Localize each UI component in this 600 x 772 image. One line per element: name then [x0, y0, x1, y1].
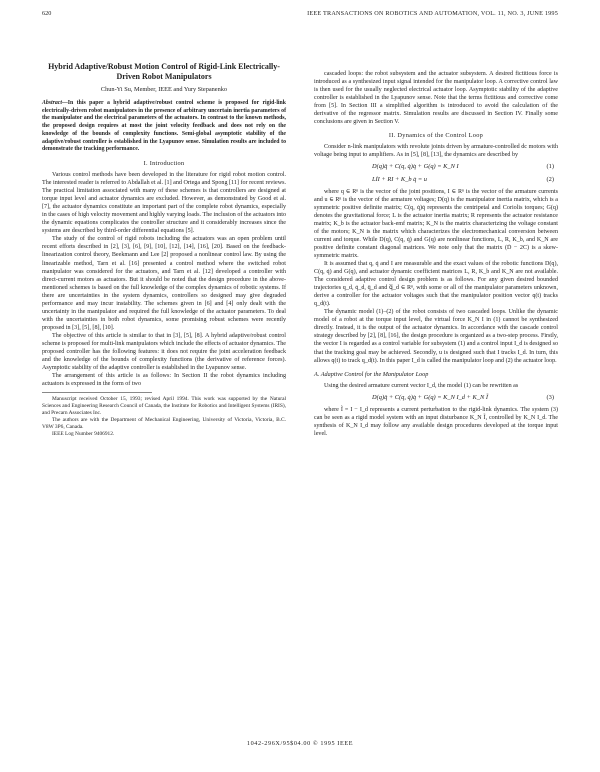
adaptive-paragraph-1: Using the desired armature current vector I_d, the model (1) can be rewritten as — [324, 382, 519, 389]
dynamics-paragraph-1: Consider n-link manipulators with revolute joints driven by armature-controlled dc motors with voltage being input to amplifiers. As in [5], [8], [13], the dynamics are described by — [314, 144, 558, 159]
dynamics-paragraph-2: where q ∈ Rⁿ is the vector of the joint positions, I ∈ Rⁿ is the vector of the armature currents and u ∈ Rⁿ is the vector of the armature voltages; D(q) is the manipulator inertia matrix, which is a symmetric positive definite matrix; C(q, q̇)q̇ represents the centripetal and Coriolis torques; G(q) denotes the gravitational force; L is the actuator inertia matrix; R represents the actuator resistance matrix; K_b is the actuator back-emf matrix; K_N is the matrix characterizing the voltage constant of the motors; K_N is the matrix which characterizes the electromechanical conversion between current and torque. While D(q), C(q, q̇) and G(q) are nonlinear functions, L, R, K_b, and K_N are positive definite constant diagonal matrices. We note only that the matrix (Ḋ − 2C) is a skew-symmetric matrix. — [314, 188, 558, 259]
section-heading-introduction: I. Introduction — [143, 159, 185, 167]
page-number: 620 — [42, 10, 52, 17]
footnote-received: Manuscript received October 15, 1993; revised April 1994. This work was supported by the Natural Sciences and Engineering Research Council of Canada, the Institute for Robotics and Intelligent Systems (IRIS), and Precarn Associates Inc. — [42, 396, 286, 417]
equation-3 — [314, 394, 558, 402]
intro-paragraph-2: The study of the control of rigid robots including the actuators was an open problem until recent efforts described in [2], [3], [6], [9], [10], [12], [14], [16], [20]. Based on the feedback-linearization control theory, Beekmann and Lee [2] proposed a nonlinear control law. By using the linearizable method, Tarn et al. [16] presented a control method where the switched robot manipulator was considered for the actuators, and Tarn et al. [12] developed a controller with direct-current motors as actuators. But it should be noted that the design procedure in the above-mentioned schemes is based on the full knowledge of the complex dynamics of robotic systems. If there are uncertainties in the system dynamics, controllers so designed may give degraded performance and may incur instability. The schemes given in [6] and [4] only dealt with the uncertainty in the manipulator and required the full knowledge of the actuator parameters. To deal with the uncertainties in both robot dynamics, some promising robust schemes were recently proposed in [3], [5], [8], [10]. — [42, 236, 286, 331]
intro-paragraph-1: Various control methods have been developed in the literature for rigid robot motion control. The interested reader is referred to Abdallah et al. [1] and Ortega and Spong [11] for recent reviews. The practical limitation associated with many of these schemes is that controllers are designed at torque input level and actuator dynamics are excluded. However, as demonstrated by Good et al. [7], the actuator dynamics constitute an important part of the complete robot dynamics, especially in the cases of high velocity movement and highly varying loads. The inclusion of the actuators into the dynamic equations complicates the controller structure and it considerably increases since the systems are described by third-order differential equations [5]. — [42, 172, 286, 235]
equation-2 — [314, 176, 558, 184]
paper-authors: Chun-Yi Su, Member, IEEE and Yury Stepanenko — [100, 86, 228, 93]
footnote-ieee-log: IEEE Log Number 9406912. — [52, 431, 115, 438]
right-column — [314, 70, 558, 438]
intro-paragraph-3: The objective of this article is similar to that in [3], [5], [8]. A hybrid adaptive/robust control scheme is proposed for multi-link manipulators which include the effects of actuator dynamics. The proposed controller has the following features: it does not require the joint acceleration feedback and the knowledge of the bounds of complexity functions (the derivative of reference forces). Asymptotic stability of the adaptive controller is established in the Lyapunov sense. — [42, 332, 286, 372]
paper-title: Hybrid Adaptive/Robust Motion Control of Rigid-Link Electrically-Driven Robot Manipulators — [48, 62, 280, 81]
abstract-text: In this paper a hybrid adaptive/robust control scheme is proposed for rigid-link electrically-driven robot manipulators in the presence of arbitrary uncertain inertia parameters of the manipulator and the electrical parameters of the actuators. In contrast to the known methods, the proposed design requires at most the joint velocity feedback and does not rely on the knowledge of the bounds of complexity functions. Semi-global asymptotic stability of the adaptive/robust controller is established in the Lyapunov sense. Simulation results are included to demonstrate the tracking performance. — [42, 100, 286, 153]
equation-2-body: LİI + RI + K_b q̇ = u — [372, 175, 428, 183]
equation-1 — [314, 163, 558, 171]
dynamics-paragraph-3: It is assumed that q, q̇ and I are measurable and the exact values of the robotic functions D(q), C(q, q̇) and G(q), and actuator dynamic coefficient matrices L, R, K_b and K_N are not available. The considered adaptive control design problem is as follows. For any given desired bounded trajectories q_d, q̇_d, q̈_d and q⃛_d ∈ Rⁿ, with some or all of the manipulator parameters unknown, derive a controller for the actuator voltages such that the manipulator position vector q(t) tracks q_d(t). — [314, 260, 558, 308]
equation-1-number: (1) — [546, 163, 554, 171]
right-paragraph-0: cascaded loops: the robot subsystem and the actuator subsystem. A desired fictitious force is introduced as a synthesized input signal intended for the manipulator loop. A corrective control law is then used for the usually neglected electrical actuator loop. Asymptotic stability of the adaptive controller is established in the Lyapunov sense. Note that the terms fictitious and corrective come from [5]. In Section III a simplified algorithm is introduced to avoid the calculation of the derivative of the regressor matrix. Simulation results are discussed in Section IV. Finally some conclusions are given in Section V. — [314, 71, 558, 126]
equation-3-body: D(q)q̈ + C(q, q̇)q̇ + G(q) = K_N I_d + K_N Ĩ — [372, 393, 488, 401]
section-heading-dynamics: II. Dynamics of the Control Loop — [388, 132, 484, 140]
abstract-label: Abstract— — [42, 100, 68, 107]
page-footer: 1042-296X/95$04.00 © 1995 IEEE — [246, 740, 354, 747]
equation-3-number: (3) — [546, 393, 554, 401]
equation-1-body: D(q)q̈ + C(q, q̇)q̇ + G(q) = K_N I — [372, 163, 459, 171]
intro-paragraph-4: The arrangement of this article is as follows: In Section II the robot dynamics including actuators is expressed in the form of two — [42, 373, 286, 388]
adaptive-paragraph-2: where Ĩ = I − I_d represents a current perturbation to the rigid-link dynamics. The system (3) can be seen as a rigid model system with an input disturbance K_N Ĩ, controlled by K_N I_d. The synthesis of K_N I_d may follow any available design procedures developed at the torque input level. — [314, 406, 558, 437]
dynamics-paragraph-4: The dynamic model (1)–(2) of the robot consists of two cascaded loops. Unlike the dynamic model of a robot at the torque input level, the virtual force K_N I in (1) cannot be synthesized directly. Instead, it is the output of the actuator dynamics. In accordance with the cascade control strategy described by [2], [8], [16], the design procedure is organized as a two-step process. Firstly, the vector I is regarded as a control variable for subsystem (1) and a control input I_d is designed so that the tracking goal may be achieved. Secondly, u is designed such that I tracks I_d. In turn, this allows q(t) to track q_d(t). In this paper I_d is called the manipulator loop and (2) the actuator loop. — [314, 309, 558, 364]
equation-2-number: (2) — [546, 175, 554, 183]
journal-header: IEEE TRANSACTIONS ON ROBOTICS AND AUTOMATION, VOL. 11, NO. 3, JUNE 1995 — [307, 10, 558, 17]
footnote-affiliation: The authors are with the Department of Mechanical Engineering, University of Victoria, Victoria, B.C. V8W 3P6, Canada. — [42, 417, 286, 431]
left-column — [42, 62, 286, 438]
abstract — [42, 100, 286, 154]
running-header — [42, 10, 558, 22]
subsection-heading-adaptive: A. Adaptive Control for the Manipulator Loop — [314, 370, 429, 378]
